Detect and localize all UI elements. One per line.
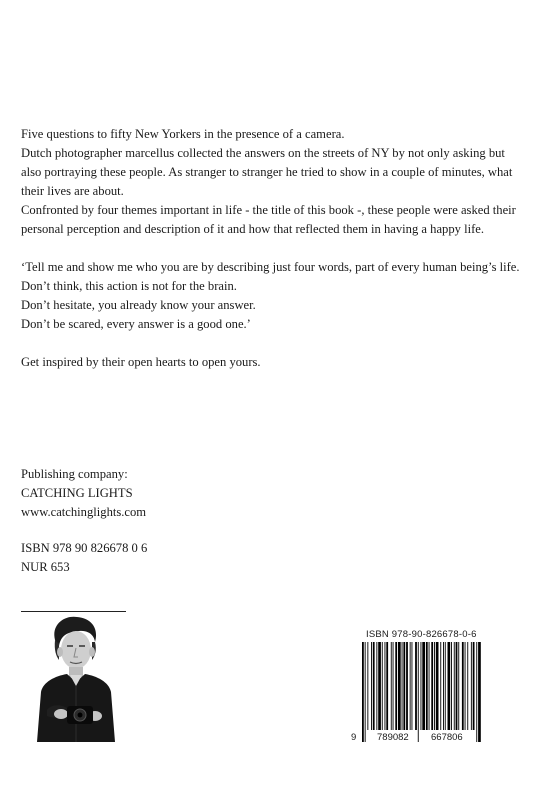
barcode-bar	[473, 642, 475, 730]
barcode-bar	[456, 642, 458, 730]
catalog-info	[21, 539, 147, 577]
barcode-bar	[395, 642, 397, 730]
barcode-bar	[391, 642, 392, 730]
barcode-bar	[454, 642, 455, 730]
barcode-bar	[382, 642, 383, 730]
barcode-bar	[429, 642, 430, 730]
barcode-bar	[476, 642, 477, 742]
barcode-bar	[393, 642, 394, 730]
barcode-bar	[462, 642, 464, 730]
barcode-bar	[385, 642, 386, 730]
publisher-website: www.catchinglights.com	[21, 505, 147, 519]
barcode-bar	[398, 642, 401, 730]
barcode-bar	[445, 642, 446, 730]
barcode-bar	[434, 642, 435, 730]
barcode-bar	[365, 642, 366, 742]
barcode-bar	[403, 642, 405, 730]
barcode-bar	[412, 642, 413, 730]
barcode-bar	[406, 642, 408, 730]
isbn-text: ISBN 978 90 826678 0 6	[21, 541, 148, 555]
blurb-paragraph-2: Dutch photographer marcellus collected the answers on the streets of NY by not only asking but also portraying these people. As stranger to stranger he tried to show in a couple of minutes, what their lives are about.	[21, 146, 513, 198]
barcode-bar	[362, 642, 364, 742]
barcode-bar	[451, 642, 452, 730]
barcode-bar	[443, 642, 444, 730]
barcode-bar	[415, 642, 417, 730]
barcode-bar	[421, 642, 422, 730]
barcode-bar	[376, 642, 377, 730]
barcode-bar	[402, 642, 403, 730]
barcode-bar	[367, 642, 368, 730]
blurb-paragraph-3: Confronted by four themes important in life - the title of this book -, these people were asked their personal perception and description of it and how that reflected them in having a happy life.	[21, 203, 516, 236]
quote-line-3: Don’t hesitate, you already know your answer.	[21, 298, 256, 312]
barcode-digit-first: 9	[351, 732, 357, 743]
barcode-digits-right: 667806	[431, 732, 463, 743]
author-photo	[21, 612, 126, 742]
publisher-info	[21, 465, 146, 522]
barcode-bar	[422, 642, 425, 730]
barcode-digits-left: 789082	[377, 732, 409, 743]
barcode-bar	[440, 642, 441, 730]
barcode-bar	[431, 642, 433, 730]
barcode-bar	[418, 642, 419, 742]
quote-line-1: ‘Tell me and show me who you are by describing just four words, part of every human being’s life.	[21, 260, 520, 274]
barcode-isbn-label: ISBN 978-90-826678-0-6	[366, 629, 477, 640]
barcode-bar	[448, 642, 451, 730]
publisher-name: CATCHING LIGHTS	[21, 486, 133, 500]
barcode-bar	[465, 642, 466, 730]
blurb-text	[21, 125, 521, 372]
barcode-bar	[378, 642, 381, 730]
barcode-bar	[478, 642, 481, 742]
quote-line-4: Don’t be scared, every answer is a good one.’	[21, 317, 251, 331]
quote-line-2: Don’t think, this action is not for the brain.	[21, 279, 237, 293]
barcode-bar	[410, 642, 411, 730]
blurb-paragraph-1: Five questions to fifty New Yorkers in the presence of a camera.	[21, 127, 345, 141]
barcode-bar	[467, 642, 468, 730]
publisher-label: Publishing company:	[21, 467, 128, 481]
barcode-bar	[436, 642, 439, 730]
barcode-bar	[458, 642, 459, 730]
closing-line: Get inspired by their open hearts to open yours.	[21, 355, 261, 369]
barcode-bar	[373, 642, 375, 730]
nur-text: NUR 653	[21, 560, 70, 574]
barcode-bar	[426, 642, 428, 730]
isbn-barcode	[350, 642, 483, 742]
barcode-bar	[471, 642, 472, 730]
barcode-bar	[386, 642, 388, 730]
author-portrait-image	[21, 612, 126, 742]
barcode-bar	[371, 642, 372, 730]
